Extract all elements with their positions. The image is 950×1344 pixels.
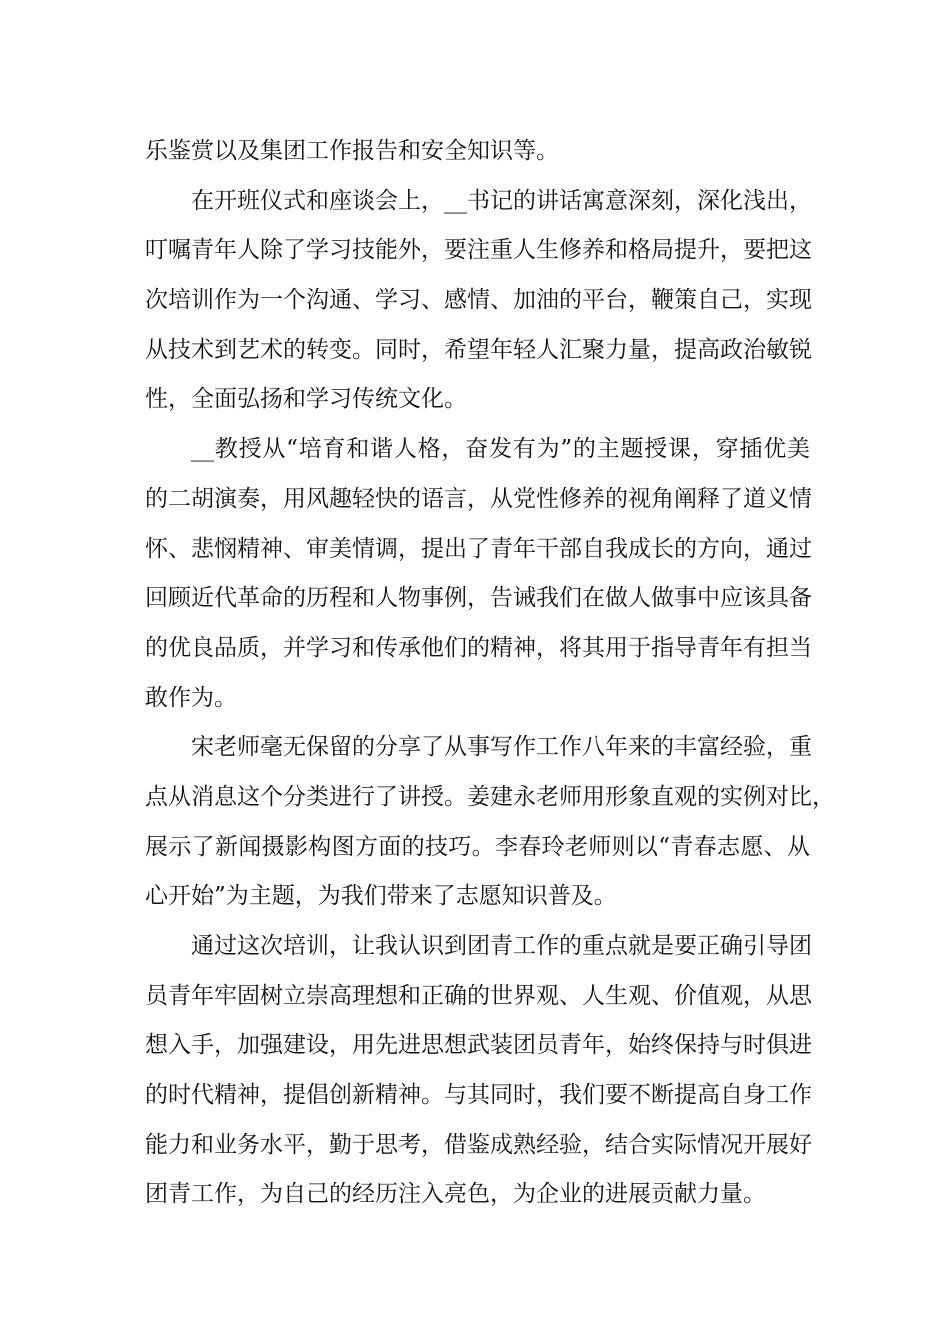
- paragraph-2: [145, 177, 810, 425]
- text-line: 的二胡演奏，用风趣轻快的语言，从党性修养的视角阐释了道义情: [145, 485, 812, 512]
- paragraph-4: [145, 723, 835, 922]
- text-line: 心开始”为主题，为我们带来了志愿知识普及。: [145, 883, 617, 910]
- paragraph-1: [145, 127, 810, 177]
- paragraph-3: [145, 425, 810, 723]
- text-line: 敢作为。: [145, 684, 237, 711]
- text-line: 通过这次培训，让我认识到团青工作的重点就是要正确引导团: [191, 933, 812, 959]
- text-line: 团青工作，为自己的经历注入亮色，为企业的进展贡献力量。: [145, 1181, 766, 1208]
- text-line: 叮嘱青年人除了学习技能外，要注重人生修养和格局提升，要把这: [145, 237, 812, 264]
- text-line: 性，全面弘扬和学习传统文化。: [145, 386, 467, 413]
- text-line: 回顾近代革命的历程和人物事例，告诫我们在做人做事中应该具备: [145, 585, 812, 612]
- text-line: 宋老师毫无保留的分享了从事写作工作八年来的丰富经验，重: [191, 734, 812, 761]
- document-body: [145, 127, 835, 1220]
- text-line: 点从消息这个分类进行了讲授。姜建永老师用形象直观的实例对比，: [145, 783, 835, 810]
- text-line: 怀、悲悯精神、审美情调，提出了青年干部自我成长的方向，通过: [145, 535, 812, 562]
- text-line: 从技术到艺术的转变。同时，希望年轻人汇聚力量，提高政治敏锐: [145, 336, 812, 363]
- text-line: 的时代精神，提倡创新精神。与其同时，我们要不断提高自身工作: [145, 1082, 812, 1109]
- text-line: 的优良品质，并学习和传承他们的精神，将其用于指导青年有担当: [145, 634, 812, 661]
- text-line: 在开班仪式和座谈会上，__书记的讲话寓意深刻，深化浅出，: [191, 187, 812, 214]
- text-line: __教授从“培育和谐人格，奋发有为”的主题授课，穿插优美: [191, 436, 810, 463]
- text-line: 能力和业务水平，勤于思考，借鉴成熟经验，结合实际情况开展好: [145, 1131, 812, 1158]
- text-line: 乐鉴赏以及集团工作报告和安全知识等。: [145, 138, 559, 164]
- text-line: 次培训作为一个沟通、学习、感情、加油的平台，鞭策自己，实现: [145, 287, 812, 314]
- paragraph-5: [145, 922, 810, 1220]
- text-line: 员青年牢固树立崇高理想和正确的世界观、人生观、价值观，从思: [145, 982, 812, 1009]
- text-line: 想入手，加强建设，用先进思想武装团员青年，始终保持与时俱进: [145, 1032, 812, 1059]
- text-line: 展示了新闻摄影构图方面的技巧。李春玲老师则以“青春志愿、从: [145, 833, 810, 860]
